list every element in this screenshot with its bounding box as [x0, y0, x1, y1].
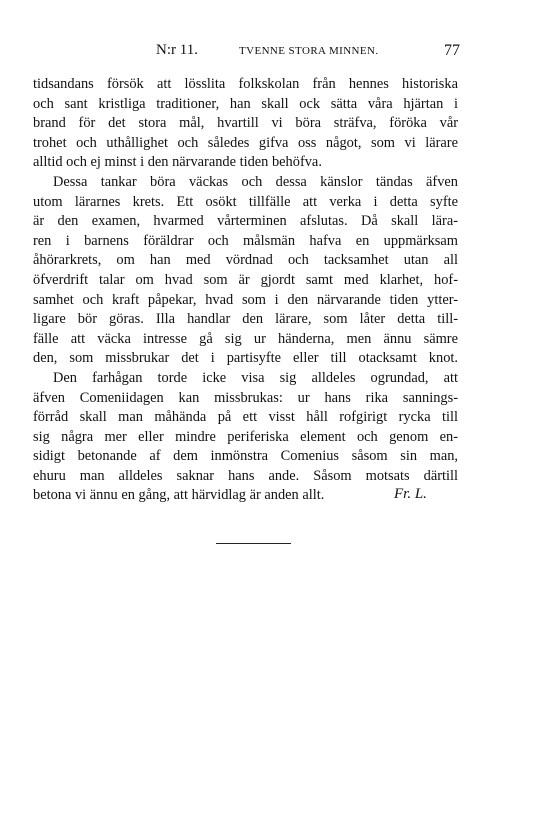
body-text	[33, 75, 458, 506]
text-line: sidigt betonande af dem inmönstra Comenius såsom sin man,	[33, 448, 458, 465]
section-divider	[216, 543, 291, 544]
text-line: ligare bör göras. Illa handlar den lärare, som låter detta till-	[33, 311, 458, 328]
text-line: ren i barnens föräldrar och målsmän hafva en uppmärksam	[33, 232, 458, 249]
text-line: äfven Comeniidagen kan missbrukas: ur hans rika sannings-	[33, 389, 458, 406]
text-line: alltid och ej minst i den närvarande tiden behöfva.	[33, 154, 322, 171]
text-line: trohet och uthållighet och således gifva oss något, som vi lärare	[33, 134, 458, 151]
text-line: fälle att väcka intresse gå sig ur händerna, men ännu sämre	[33, 330, 458, 347]
running-title: TVENNE STORA MINNEN.	[239, 45, 379, 57]
text-line: och sant kristliga traditioner, han skall ock sätta våra hjärtan i	[33, 95, 458, 112]
text-line: förråd skall man måhända på ett visst håll rofgirigt rycka till	[33, 409, 458, 426]
text-line: öfverdrift talar om hvad som är gjordt samt med klarhet, hof-	[33, 271, 458, 288]
text-line: den, som missbrukar det i partisyfte eller till otacksamt knot.	[33, 350, 458, 367]
text-line: utom lärarnes krets. Ett osökt tillfälle att verka i detta syfte	[33, 193, 458, 210]
text-line: är den examen, hvarmed vårterminen afslutas. Då skall lära-	[33, 213, 458, 230]
page-header	[30, 42, 460, 66]
text-line: Dessa tankar böra väckas och dessa känslor tändas äfven	[53, 173, 458, 190]
text-line: brand för det stora mål, hvartill vi böra sträfva, föröka vår	[33, 115, 458, 132]
text-line: åhörarkrets, om han med vördnad och tacksamhet utan all	[33, 252, 458, 269]
text-line: samhet och kraft påpekar, hvad som i den närvarande tiden ytter-	[33, 291, 458, 308]
text-line: Den farhågan torde icke visa sig alldeles ogrundad, att	[53, 369, 458, 386]
author-signature: Fr. L.	[394, 486, 427, 502]
page-number: 77	[444, 42, 460, 59]
text-line: sig några mer eller mindre periferiska element och genom en-	[33, 428, 458, 445]
text-line: ehuru man alldeles saknar hans ande. Såsom motsats därtill	[33, 467, 458, 484]
issue-number: N:r 11.	[156, 42, 198, 58]
text-line: tidsandans försök att lösslita folkskolan från hennes historiska	[33, 76, 458, 92]
text-line: betona vi ännu en gång, att härvidlag är anden allt.	[33, 487, 325, 504]
